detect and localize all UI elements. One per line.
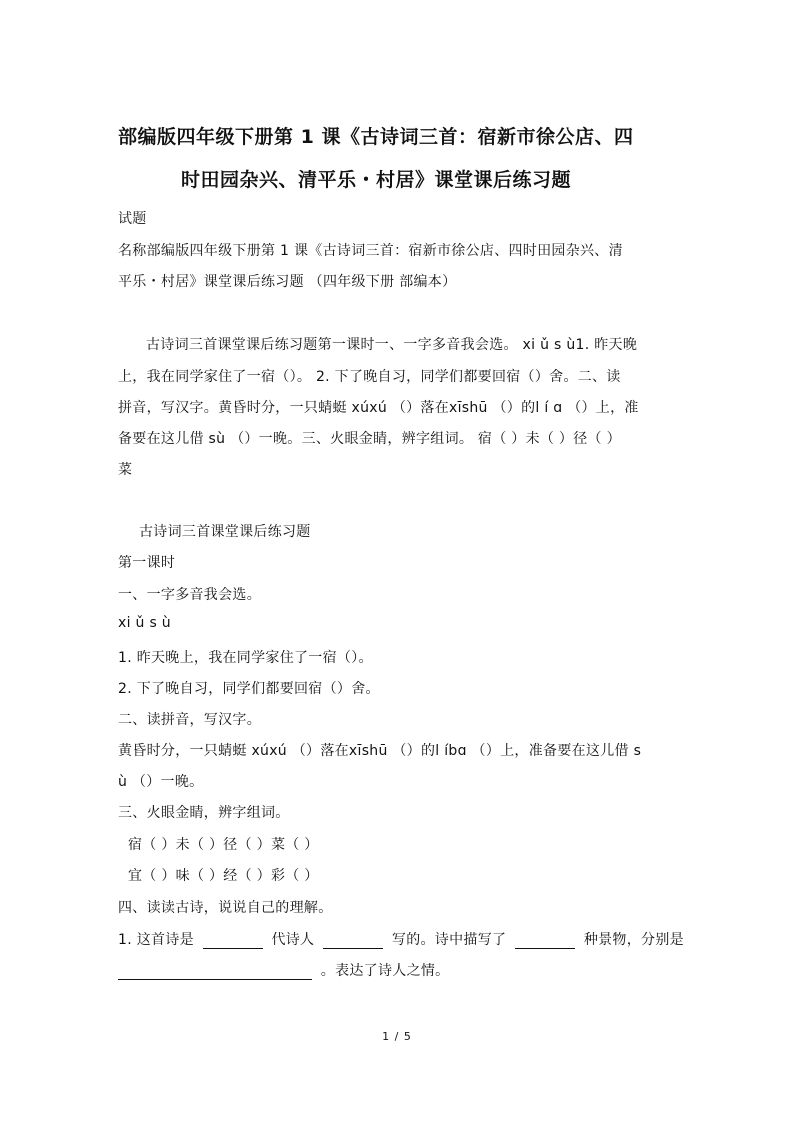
summary-line-5: 菜 <box>118 462 133 478</box>
exercise-heading: 古诗词三首课堂课后练习题 <box>139 524 311 540</box>
summary-line-1: 古诗词三首课堂课后练习题第一课时一、一字多音我会选。 xi ǔ s ù1. 昨天晚 <box>146 337 638 353</box>
meta-name-line-1: 名称部编版四年级下册第 1 课《古诗词三首：宿新市徐公店、四时田园杂兴、清 <box>118 243 623 259</box>
document-title-line-1: 部编版四年级下册第 1 课《古诗词三首：宿新市徐公店、四 <box>118 126 634 148</box>
section-3-row-2: 宜（ ）味（ ）经（ ）彩（ ） <box>128 868 319 884</box>
pinyin-prompt: xi ǔ s ù <box>118 615 171 631</box>
question-1: 1. 昨天晚上，我在同学家住了一宿（）。 <box>118 650 373 666</box>
section-4-text-part-4: 种景物，分别是 <box>583 932 684 948</box>
question-2: 2. 下了晚自习，同学们都要回宿（）舍。 <box>118 681 380 697</box>
section-4-text-part-5: 。表达了诗人之情。 <box>320 963 450 979</box>
section-3-title: 三、火眼金睛，辨字组词。 <box>118 805 290 821</box>
section-4-text-part-3: 写的。诗中描写了 <box>391 932 507 948</box>
summary-line-3: 拼音，写汉字。黄昏时分，一只蜻蜓 xúxú （）落在xīshū （）的l í ɑ （）上，准 <box>118 400 639 416</box>
summary-line-4: 备要在这儿借 sù （）一晚。三、火眼金睛，辨字组词。 宿（ ）未（ ）径（ ） <box>118 431 621 447</box>
section-4-title: 四、读读古诗，说说自己的理解。 <box>118 900 333 916</box>
section-4-text-part-1: 1. 这首诗是 <box>118 932 194 948</box>
lesson-label: 第一课时 <box>118 555 176 571</box>
section-4-question-line-2 <box>118 960 449 980</box>
section-4-question-line-1 <box>118 929 684 949</box>
summary-line-2: 上，我在同学家住了一宿（）。 2. 下了晚自习，同学们都要回宿（）舍。二、读 <box>118 369 621 385</box>
section-2-line-2: ù （）一晚。 <box>118 774 204 790</box>
section-1-title: 一、一字多音我会选。 <box>118 587 261 603</box>
answer-blank-dynasty[interactable] <box>203 934 263 949</box>
meta-name-line-2: 平乐・村居》课堂课后练习题 （四年级下册 部编本） <box>118 274 457 290</box>
section-2-line-1: 黄昏时分，一只蜻蜓 xúxú （）落在xīshū （）的l íbɑ （）上，准备要在这儿借 s <box>118 743 642 759</box>
answer-blank-scenery-count[interactable] <box>515 934 575 949</box>
section-2-title: 二、读拼音，写汉字。 <box>118 712 261 728</box>
answer-blank-scenery-list[interactable] <box>118 965 312 980</box>
section-3-row-1: 宿（ ）未（ ）径（ ）菜（ ） <box>128 837 319 853</box>
page-number: 1 / 5 <box>382 1030 412 1043</box>
answer-blank-poet[interactable] <box>323 934 383 949</box>
document-title-line-2: 时田园杂兴、清平乐・村居》课堂课后练习题 <box>181 169 572 191</box>
section-4-text-part-2: 代诗人 <box>271 932 315 948</box>
meta-label: 试题 <box>118 211 147 227</box>
